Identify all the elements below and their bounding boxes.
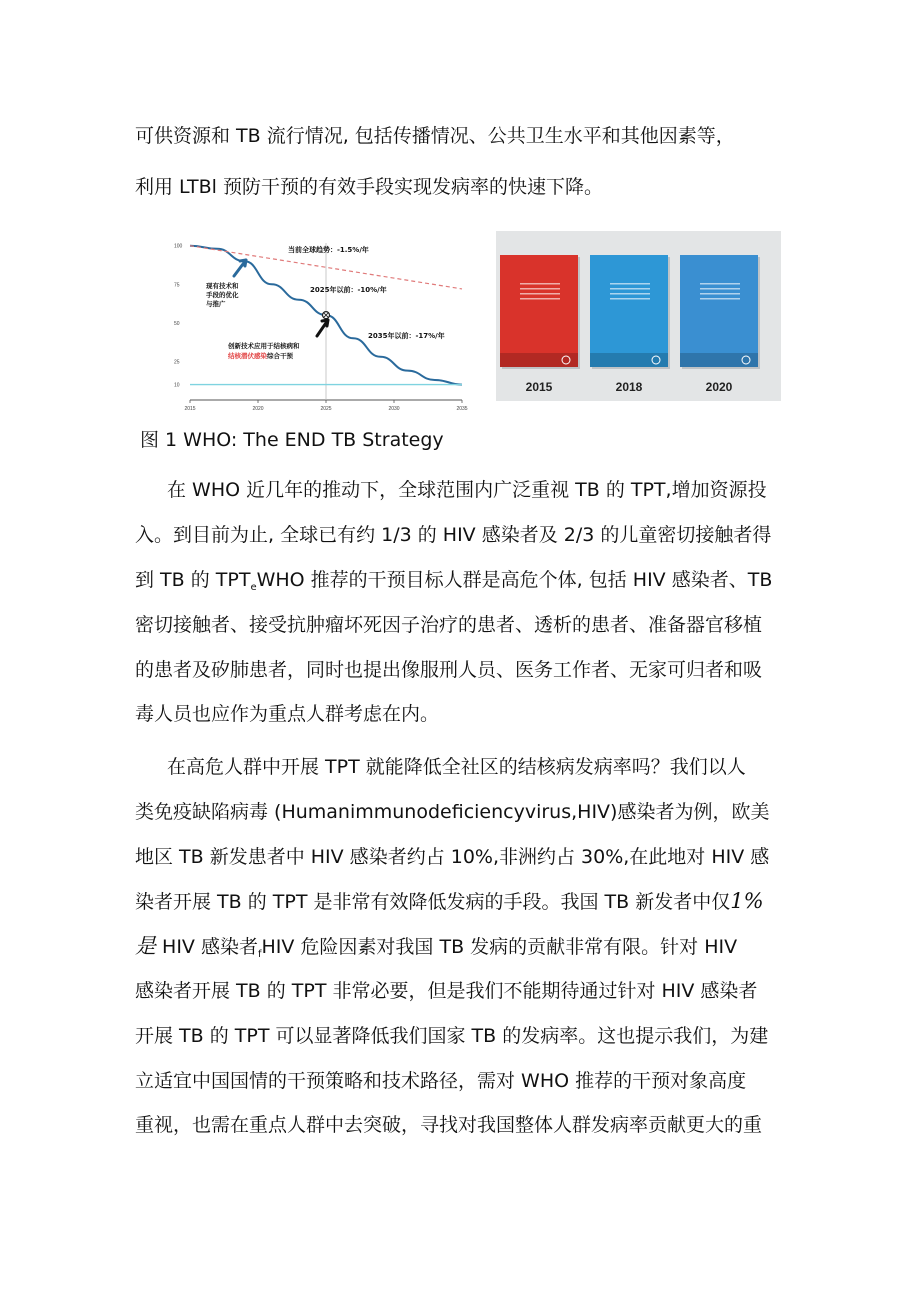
cover-year-label: 2018 [615, 380, 643, 394]
annotation-comprehensive: 综合干预 [267, 352, 293, 360]
cover-title-placeholder [700, 293, 740, 295]
p2-line-7: 开展 TB 的 TPT 可以显著降低我们国家 TB 的发病率。这也提示我们，为建 [135, 1025, 769, 1047]
guideline-cover [590, 255, 668, 367]
cover-band [500, 353, 578, 367]
annotation-innovation-line2 [228, 351, 294, 360]
cover-band [680, 353, 758, 367]
y-tick-label: 10 [174, 382, 180, 389]
cover-title-placeholder [520, 293, 560, 295]
annotation-innovation: 创新技术应用于结核病和 [228, 342, 300, 350]
p1-line-3-sub: e [250, 582, 257, 593]
guideline-cover [500, 255, 578, 367]
p1-line-5: 的患者及矽肺患者，同时也提出像服刑人员、医务工作者、无家可归者和吸 [135, 659, 763, 681]
cover-band [590, 353, 668, 367]
cover-title-placeholder [610, 283, 650, 285]
cover-year-label: 2015 [525, 380, 553, 394]
p2-line-4-italic: 1% [730, 889, 764, 913]
p1-line-3-post: WHO 推荐的干预目标人群是高危个体, 包括 HIV 感染者、TB [256, 569, 773, 591]
y-tick-label: 100 [174, 243, 183, 250]
y-tick-label: 75 [174, 282, 180, 289]
x-tick-label: 2035 [456, 406, 468, 412]
x-tick-label: 2020 [252, 406, 264, 412]
p1-line-3 [135, 568, 790, 600]
p2-line-4-pre: 染者开展 TB 的 TPT 是非常有效降低发病的手段。我国 TB 新发者中仅 [135, 891, 731, 913]
cover-title-placeholder [520, 298, 560, 300]
x-tick-label: 2015 [184, 406, 196, 412]
annotation-latent-infection: 结核潜伏感染 [228, 352, 267, 360]
p1-line-1: 在 WHO 近几年的推动下，全球范围内广泛重视 TB 的 TPT,增加资源投 [167, 479, 767, 501]
cover-title-placeholder [700, 283, 740, 285]
annotation-2025: 2025年以前：-10%/年 [310, 286, 387, 294]
p2-line-4 [135, 889, 790, 914]
x-tick-label: 2025 [320, 406, 332, 412]
y-tick-label: 25 [174, 359, 180, 366]
p2-line-5-sub: f [257, 949, 262, 960]
annotation-existing-tech: 手段的优化 [206, 291, 239, 299]
intro-line-2: 利用 LTBl 预防干预的有效手段实现发病率的快速下降。 [135, 176, 603, 198]
cover-title-placeholder [520, 288, 560, 290]
p2-line-5 [135, 934, 790, 967]
figure-caption: 图 1 WHO: The END TB Strategy [140, 429, 444, 451]
p2-line-5-post: HIV 危险因素对我国 TB 发病的贡献非常有限。针对 HIV [261, 936, 738, 958]
x-tick-label: 2030 [388, 406, 400, 412]
p2-line-5-pre: HIV 感染者 [156, 936, 258, 958]
annotation-current-trend: 当前全球趋势：-1.5%/年 [288, 246, 369, 254]
guideline-cover [680, 255, 758, 367]
p2-line-1: 在高危人群中开展 TPT 就能降低全社区的结核病发病率吗？我们以人 [167, 756, 746, 778]
intro-line-1: 可供资源和 TB 流行情况, 包括传播情况、公共卫生水平和其他因素等， [135, 125, 735, 147]
end-tb-chart [160, 228, 475, 413]
cover-title-placeholder [610, 298, 650, 300]
p2-line-3: 地区 TB 新发患者中 HIV 感染者约占 10%,非洲约占 30%,在此地对 HIV 感 [135, 846, 770, 868]
annotation-existing-tech: 与推广 [206, 300, 226, 308]
cover-title-placeholder [520, 283, 560, 285]
up-arrow-icon [234, 260, 246, 276]
cover-title-placeholder [610, 288, 650, 290]
annotation-2035: 2035年以前：-17%/年 [368, 332, 445, 340]
p1-line-4: 密切接触者、接受抗肿瘤坏死因子治疗的患者、透析的患者、准备器官移植 [135, 614, 763, 636]
p2-line-8: 立适宜中国国情的干预策略和技术路径，需对 WHO 推荐的干预对象高度 [135, 1070, 747, 1092]
cover-year-label: 2020 [705, 380, 733, 394]
p1-line-3-pre: 到 TB 的 TPT [135, 569, 251, 591]
p2-line-5-italic: 是 [135, 934, 156, 958]
p1-line-6: 毒人员也应作为重点人群考虑在内。 [135, 703, 440, 725]
p2-line-2: 类免疫缺陷病毒 (Humanimmunodeficiencyvirus,HIV)感染者为例，欧美 [135, 801, 770, 823]
p2-line-9: 重视，也需在重点人群中去突破，寻找对我国整体人群发病率贡献更大的重 [135, 1114, 763, 1136]
p2-line-6: 感染者开展 TB 的 TPT 非常必要，但是我们不能期待通过针对 HIV 感染者 [135, 980, 758, 1002]
cover-title-placeholder [700, 288, 740, 290]
y-tick-label: 50 [174, 320, 180, 327]
annotation-existing-tech: 现有技术和 [206, 282, 239, 290]
who-guideline-covers [496, 231, 781, 401]
cover-title-placeholder [610, 293, 650, 295]
p1-line-2: 入。到目前为止, 全球已有约 1/3 的 HIV 感染者及 2/3 的儿童密切接触者得 [135, 524, 772, 546]
cover-title-placeholder [700, 298, 740, 300]
